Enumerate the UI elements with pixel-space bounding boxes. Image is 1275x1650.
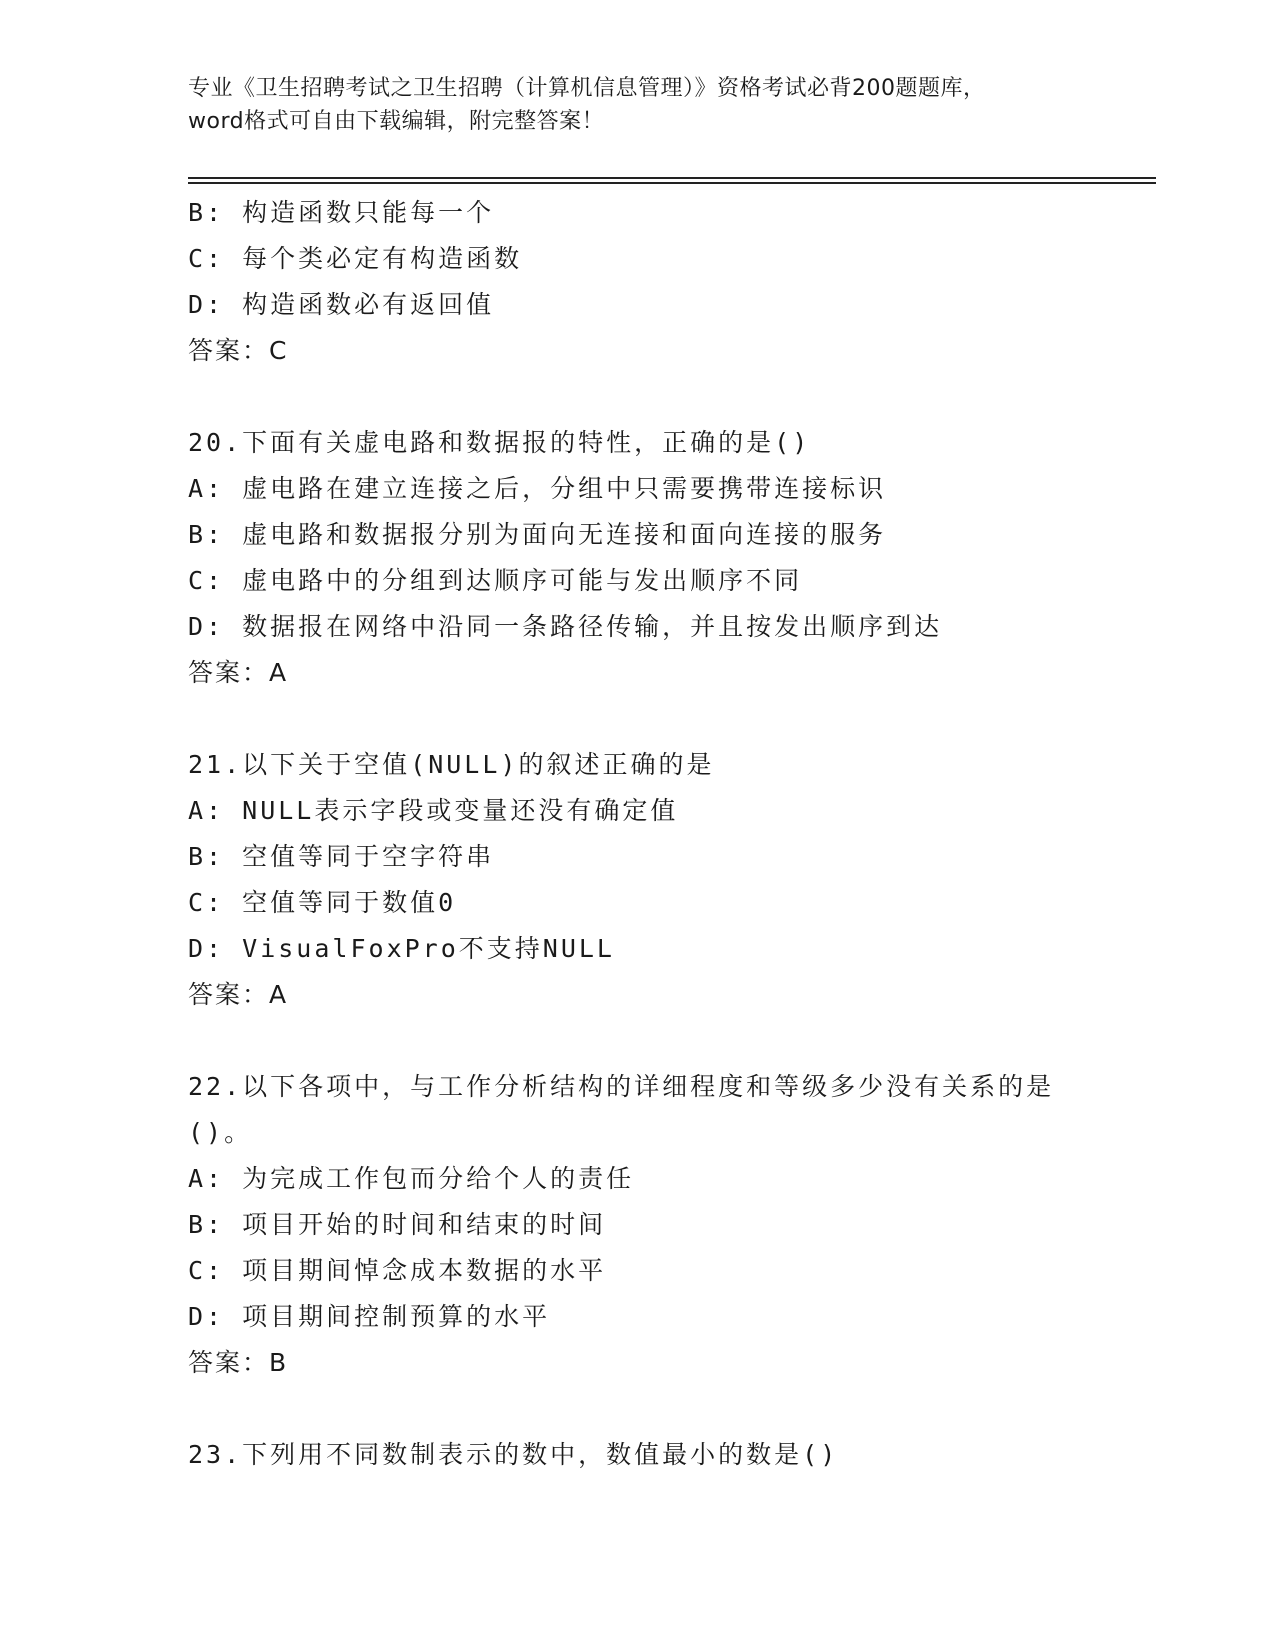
option-d: D: 构造函数必有返回值 [188,290,495,319]
question-list [188,190,1088,1478]
spacer [188,696,1088,742]
spacer [188,1018,1088,1064]
header-line-1: 专业《卫生招聘考试之卫生招聘（计算机信息管理）》资格考试必背200题题库， [188,76,986,101]
question-stem-line-2: ()。 [188,1118,253,1147]
question-22 [188,1064,1088,1386]
option-b: B: 构造函数只能每一个 [188,198,495,227]
option-d: D: VisualFoxPro不支持NULL [188,934,615,963]
header-line-2: word格式可自由下载编辑，附完整答案！ [188,109,605,134]
document-header [188,72,1088,138]
question-20 [188,420,1088,696]
header-divider-bottom [188,182,1156,184]
answer: 答案：B [188,1348,289,1377]
header-divider-top [188,177,1156,179]
question-stem: 23.下列用不同数制表示的数中，数值最小的数是() [188,1440,839,1469]
option-d: D: 数据报在网络中沿同一条路径传输，并且按发出顺序到达 [188,612,943,641]
spacer [188,374,1088,420]
option-a: A: NULL表示字段或变量还没有确定值 [188,796,679,825]
question-23 [188,1432,1088,1478]
option-b: B: 项目开始的时间和结束的时间 [188,1210,607,1239]
option-c: C: 空值等同于数值0 [188,888,457,917]
spacer [188,1386,1088,1432]
question-stem: 20.下面有关虚电路和数据报的特性，正确的是() [188,428,811,457]
option-d: D: 项目期间控制预算的水平 [188,1302,551,1331]
option-c: C: 每个类必定有构造函数 [188,244,523,273]
answer: 答案：A [188,980,289,1009]
option-c: C: 虚电路中的分组到达顺序可能与发出顺序不同 [188,566,803,595]
question-stem: 21.以下关于空值(NULL)的叙述正确的是 [188,750,715,779]
option-a: A: 为完成工作包而分给个人的责任 [188,1164,635,1193]
answer: 答案：A [188,658,289,687]
question-21 [188,742,1088,1018]
option-b: B: 空值等同于空字符串 [188,842,495,871]
option-a: A: 虚电路在建立连接之后，分组中只需要携带连接标识 [188,474,887,503]
question-stem-line-1: 22.以下各项中，与工作分析结构的详细程度和等级多少没有关系的是 [188,1072,1055,1101]
option-c: C: 项目期间悼念成本数据的水平 [188,1256,607,1285]
question-19-continued [188,190,1088,374]
option-b: B: 虚电路和数据报分别为面向无连接和面向连接的服务 [188,520,887,549]
answer: 答案：C [188,336,289,365]
